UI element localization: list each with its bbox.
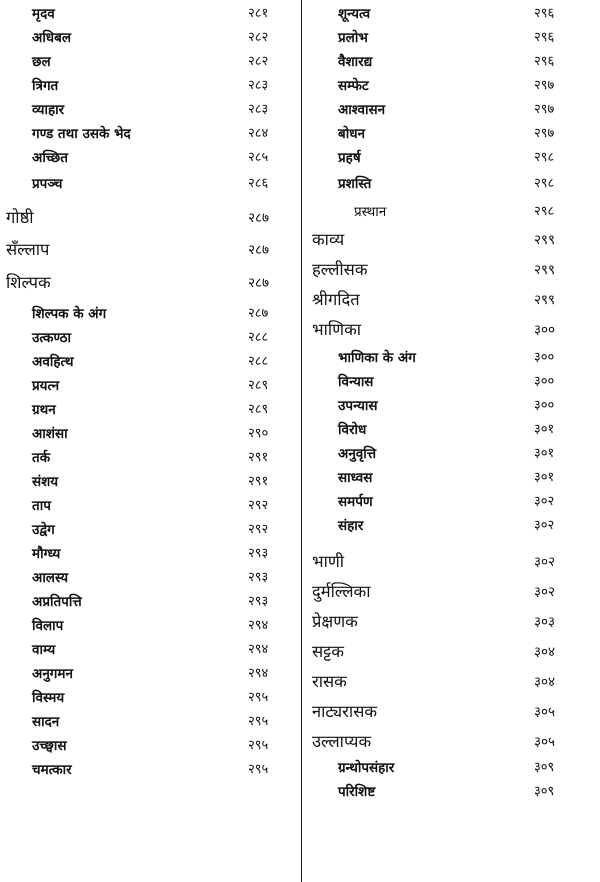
index-entry xyxy=(0,271,298,295)
index-entry xyxy=(306,466,600,490)
entry-label: सँल्लाप xyxy=(6,240,50,259)
index-entry xyxy=(306,640,600,664)
column-divider xyxy=(301,0,302,882)
index-entry xyxy=(0,542,298,566)
index-entry xyxy=(306,580,600,604)
entry-page-number: २८८ xyxy=(248,354,269,369)
index-entry xyxy=(0,26,298,50)
index-entry xyxy=(306,26,600,50)
entry-label: प्रेक्षणक xyxy=(312,612,358,631)
entry-label: संशय xyxy=(32,474,59,490)
index-entry xyxy=(306,228,600,252)
entry-page-number: ३०० xyxy=(534,374,555,389)
index-entry xyxy=(0,662,298,686)
entry-page-number: २९९ xyxy=(534,232,556,248)
entry-page-number: २९५ xyxy=(248,738,269,753)
entry-label: गोष्ठी xyxy=(6,208,34,227)
index-entry xyxy=(0,686,298,710)
index-entry xyxy=(306,200,600,224)
entry-label: काव्य xyxy=(312,230,345,249)
entry-page-number: २९८ xyxy=(534,204,555,219)
entry-label: अनुगमन xyxy=(32,666,73,682)
entry-label: सट्टक xyxy=(312,642,344,661)
entry-page-number: २९५ xyxy=(248,762,269,777)
index-entry xyxy=(306,700,600,724)
entry-page-number: २८९ xyxy=(248,402,269,417)
entry-page-number: २९७ xyxy=(534,78,555,93)
index-entry xyxy=(0,590,298,614)
entry-page-number: २९४ xyxy=(248,666,269,681)
entry-label: उत्कण्ठा xyxy=(32,330,72,346)
entry-label: विरोध xyxy=(338,422,367,438)
entry-label: शून्यत्व xyxy=(338,6,371,22)
entry-page-number: २९६ xyxy=(534,54,555,69)
entry-label: वाम्य xyxy=(32,642,56,658)
entry-page-number: २८७ xyxy=(248,306,269,321)
entry-page-number: २९२ xyxy=(248,498,269,513)
entry-label: प्रपञ्च xyxy=(32,176,63,192)
entry-page-number: ३०५ xyxy=(534,734,556,750)
entry-label: व्याहार xyxy=(32,102,65,118)
index-entry xyxy=(306,442,600,466)
index-entry xyxy=(306,490,600,514)
entry-label: मृदव xyxy=(32,6,55,22)
entry-page-number: २९६ xyxy=(534,6,555,21)
index-entry xyxy=(0,422,298,446)
entry-page-number: ३०२ xyxy=(534,584,556,600)
entry-label: गण्ड तथा उसके भेद xyxy=(32,126,131,142)
entry-page-number: २९० xyxy=(248,426,269,441)
entry-page-number: २८२ xyxy=(248,30,269,45)
entry-label: आश्वासन xyxy=(338,102,386,118)
index-entry xyxy=(306,730,600,754)
entry-page-number: २९८ xyxy=(534,150,555,165)
index-entry xyxy=(0,122,298,146)
entry-label: तर्क xyxy=(32,450,51,466)
entry-label: प्रशस्ति xyxy=(338,176,372,192)
index-entry xyxy=(0,238,298,262)
entry-page-number: २८७ xyxy=(248,210,270,226)
entry-label: सादन xyxy=(32,714,60,730)
index-entry xyxy=(306,50,600,74)
entry-page-number: २८३ xyxy=(248,102,269,117)
index-entry xyxy=(0,350,298,374)
entry-page-number: २९७ xyxy=(534,126,555,141)
entry-page-number: २९३ xyxy=(248,546,269,561)
index-entry xyxy=(0,494,298,518)
index-entry xyxy=(306,394,600,418)
index-entry xyxy=(306,258,600,282)
entry-label: त्रिगत xyxy=(32,78,59,94)
index-entry xyxy=(306,550,600,574)
entry-page-number: ३०२ xyxy=(534,518,555,533)
entry-label: चमत्कार xyxy=(32,762,72,778)
entry-page-number: ३०१ xyxy=(534,422,555,437)
index-entry xyxy=(306,288,600,312)
entry-label: परिशिष्ट xyxy=(338,784,376,800)
entry-label: ताप xyxy=(32,498,51,514)
entry-label: आलस्य xyxy=(32,570,69,586)
index-entry xyxy=(0,446,298,470)
entry-page-number: ३०९ xyxy=(534,784,555,799)
index-entry xyxy=(306,98,600,122)
entry-page-number: २८६ xyxy=(248,176,269,191)
index-entry xyxy=(306,74,600,98)
index-entry xyxy=(0,98,298,122)
entry-label: अप्रतिपत्ति xyxy=(32,594,82,610)
entry-page-number: ३०३ xyxy=(534,614,556,630)
index-entry xyxy=(0,710,298,734)
index-entry xyxy=(0,566,298,590)
index-entry xyxy=(0,398,298,422)
index-entry xyxy=(306,756,600,780)
index-entry xyxy=(0,734,298,758)
index-entry xyxy=(306,122,600,146)
index-entry xyxy=(306,146,600,170)
entry-label: भाणिका xyxy=(312,320,362,339)
index-entry xyxy=(306,670,600,694)
entry-page-number: २८७ xyxy=(248,242,270,258)
entry-page-number: २९४ xyxy=(248,642,269,657)
index-entry xyxy=(306,610,600,634)
entry-label: ग्रथन xyxy=(32,402,56,418)
entry-page-number: २८१ xyxy=(248,6,269,21)
entry-label: शिल्पक xyxy=(6,273,51,292)
entry-label: छल xyxy=(32,54,51,70)
entry-page-number: ३०४ xyxy=(534,674,556,690)
index-entry xyxy=(0,172,298,196)
index-entry xyxy=(306,346,600,370)
entry-label: उच्छ्वास xyxy=(32,738,67,754)
entry-page-number: ३०१ xyxy=(534,446,555,461)
index-entry xyxy=(306,780,600,804)
entry-page-number: २९९ xyxy=(534,292,556,308)
entry-label: अनुवृत्ति xyxy=(338,446,377,462)
entry-page-number: २९८ xyxy=(534,176,555,191)
index-entry xyxy=(0,50,298,74)
entry-label: प्रलोभ xyxy=(338,30,368,46)
index-entry xyxy=(306,172,600,196)
entry-page-number: ३०२ xyxy=(534,494,555,509)
entry-label: भाणिका के अंग xyxy=(338,350,416,366)
entry-page-number: २८२ xyxy=(248,54,269,69)
entry-label: श्रीगदित xyxy=(312,290,360,309)
entry-page-number: ३०१ xyxy=(534,470,555,485)
entry-label: आशंसा xyxy=(32,426,68,442)
entry-label: उल्लाप्यक xyxy=(312,732,372,751)
index-entry xyxy=(306,2,600,26)
entry-label: विस्मय xyxy=(32,690,65,706)
entry-page-number: २९१ xyxy=(248,474,269,489)
index-entry xyxy=(0,614,298,638)
entry-page-number: २९१ xyxy=(248,450,269,465)
entry-page-number: ३०० xyxy=(534,322,556,338)
index-entry xyxy=(0,2,298,26)
entry-label: अवहित्थ xyxy=(32,354,74,370)
index-entry xyxy=(0,518,298,542)
entry-page-number: २८९ xyxy=(248,378,269,393)
index-entry xyxy=(306,370,600,394)
entry-page-number: २९७ xyxy=(534,102,555,117)
entry-page-number: ३०४ xyxy=(534,644,556,660)
index-entry xyxy=(0,146,298,170)
entry-page-number: ३०० xyxy=(534,398,555,413)
entry-label: विन्यास xyxy=(338,374,374,390)
entry-page-number: २८५ xyxy=(248,150,269,165)
entry-label: रासक xyxy=(312,672,347,691)
entry-page-number: २९४ xyxy=(248,618,269,633)
entry-label: नाट्यरासक xyxy=(312,702,378,721)
entry-label: ग्रन्थोपसंहार xyxy=(338,760,395,776)
entry-page-number: २९५ xyxy=(248,690,269,705)
entry-label: संहार xyxy=(338,518,364,534)
index-entry xyxy=(0,206,298,230)
entry-page-number: ३०२ xyxy=(534,554,556,570)
index-entry xyxy=(0,302,298,326)
entry-page-number: २९३ xyxy=(248,594,269,609)
entry-page-number: ३०० xyxy=(534,350,555,365)
entry-label: भाणी xyxy=(312,552,345,571)
entry-page-number: २८४ xyxy=(248,126,269,141)
index-entry xyxy=(306,418,600,442)
entry-label: दुर्मल्लिका xyxy=(312,582,371,601)
entry-page-number: २९५ xyxy=(248,714,269,729)
entry-page-number: ३०५ xyxy=(534,704,556,720)
entry-label: सम्फेट xyxy=(338,78,369,94)
entry-page-number: २८८ xyxy=(248,330,269,345)
entry-label: प्रहर्ष xyxy=(338,150,361,166)
entry-label: समर्पण xyxy=(338,494,373,510)
entry-label: शिल्पक के अंग xyxy=(32,306,107,322)
entry-label: उपन्यास xyxy=(338,398,378,414)
entry-page-number: २९३ xyxy=(248,570,269,585)
entry-label: बोधन xyxy=(338,126,365,142)
entry-label: अच्छित xyxy=(32,150,68,166)
entry-page-number: २९९ xyxy=(534,262,556,278)
entry-label: उद्वेग xyxy=(32,522,55,538)
entry-label: विलाप xyxy=(32,618,64,634)
entry-label: अधिबल xyxy=(32,30,71,46)
entry-page-number: २९६ xyxy=(534,30,555,45)
entry-label: प्रयत्न xyxy=(32,378,60,394)
entry-page-number: ३०९ xyxy=(534,760,555,775)
entry-page-number: २९२ xyxy=(248,522,269,537)
entry-page-number: २८७ xyxy=(248,275,270,291)
index-entry xyxy=(0,470,298,494)
entry-label: मौग्ध्य xyxy=(32,546,61,562)
entry-label: साध्वस xyxy=(338,470,373,486)
index-entry xyxy=(306,514,600,538)
entry-label: हल्लीसक xyxy=(312,260,368,279)
entry-label: वैशारद्य xyxy=(338,54,373,70)
entry-label: प्रस्थान xyxy=(354,204,387,220)
index-entry xyxy=(306,318,600,342)
index-entry xyxy=(0,374,298,398)
index-entry xyxy=(0,758,298,782)
index-entry xyxy=(0,326,298,350)
index-entry xyxy=(0,74,298,98)
entry-page-number: २८३ xyxy=(248,78,269,93)
index-entry xyxy=(0,638,298,662)
